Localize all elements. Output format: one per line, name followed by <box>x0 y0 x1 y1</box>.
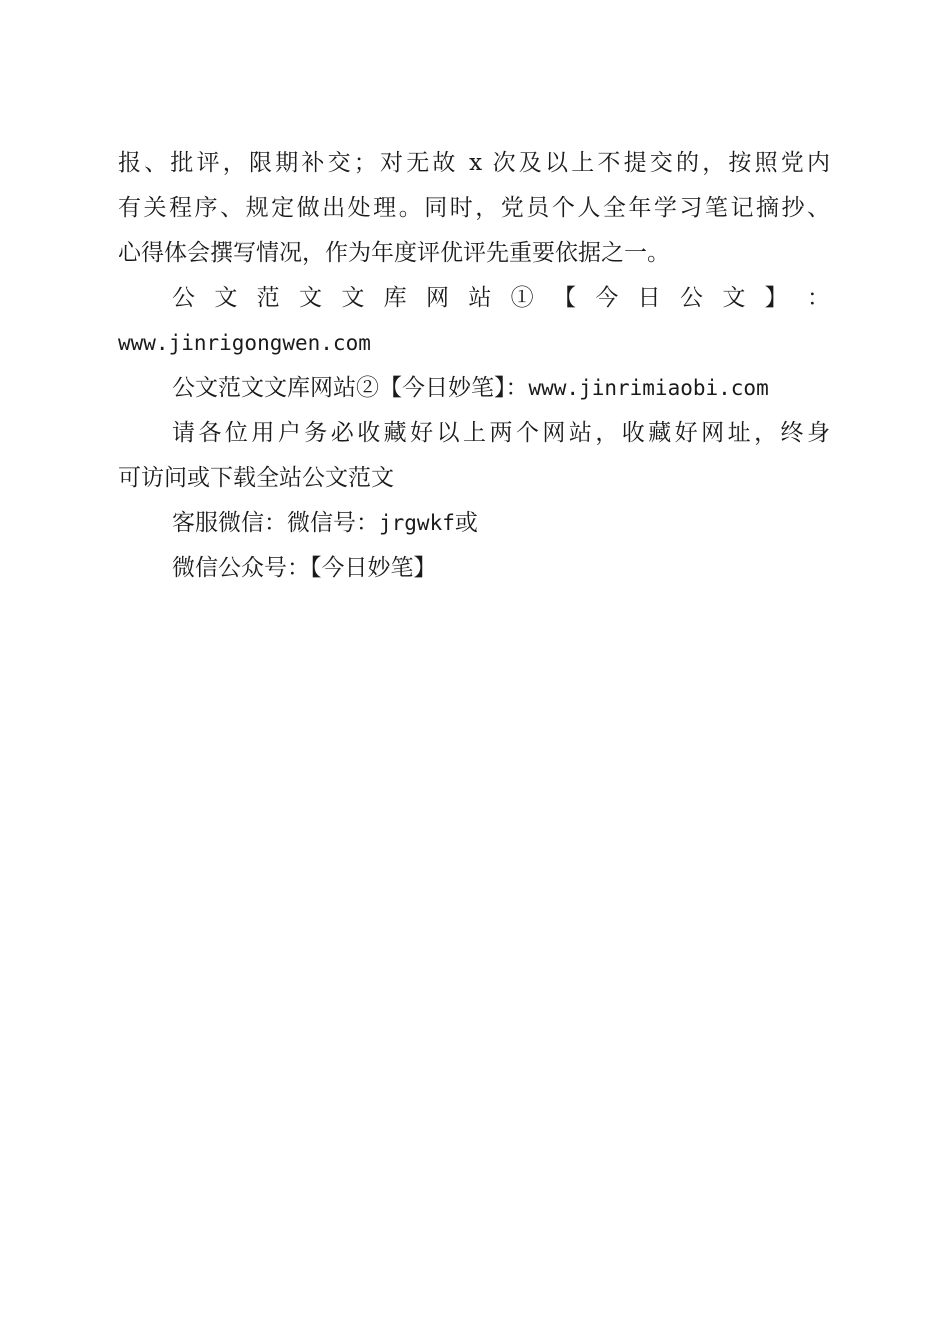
site2-label: 公文范文文库网站②【今日妙笔】： <box>172 375 529 401</box>
paragraph-line: 有关程序、规定做出处理。同时，党员个人全年学习笔记摘抄、 <box>118 195 830 221</box>
paragraph-line: 心得体会撰写情况，作为年度评优评先重要依据之一。 <box>118 240 670 266</box>
site2-line <box>118 366 830 411</box>
notice-line: 请各位用户务必收藏好以上两个网站，收藏好网址，终身 <box>172 420 830 446</box>
wechat-id: jrgwkf <box>379 511 455 535</box>
document-body <box>118 141 830 591</box>
notice-line: 可访问或下载全站公文范文 <box>118 465 394 491</box>
site1-url[interactable]: www.jinrigongwen.com <box>118 331 371 355</box>
wechat-suffix: 或 <box>454 510 478 536</box>
site1-label: 公 文 范 文 文 库 网 站 ① 【 今 日 公 文 】 ： <box>172 285 830 311</box>
site2-url[interactable]: www.jinrimiaobi.com <box>528 376 769 400</box>
wechat-service-line <box>118 501 830 546</box>
paragraph-line: 报、批评，限期补交；对无故 x 次及以上不提交的，按照党内 <box>118 150 830 176</box>
wechat-label: 客服微信：微信号： <box>172 510 379 536</box>
official-account-line: 微信公众号：【今日妙笔】 <box>172 555 437 581</box>
